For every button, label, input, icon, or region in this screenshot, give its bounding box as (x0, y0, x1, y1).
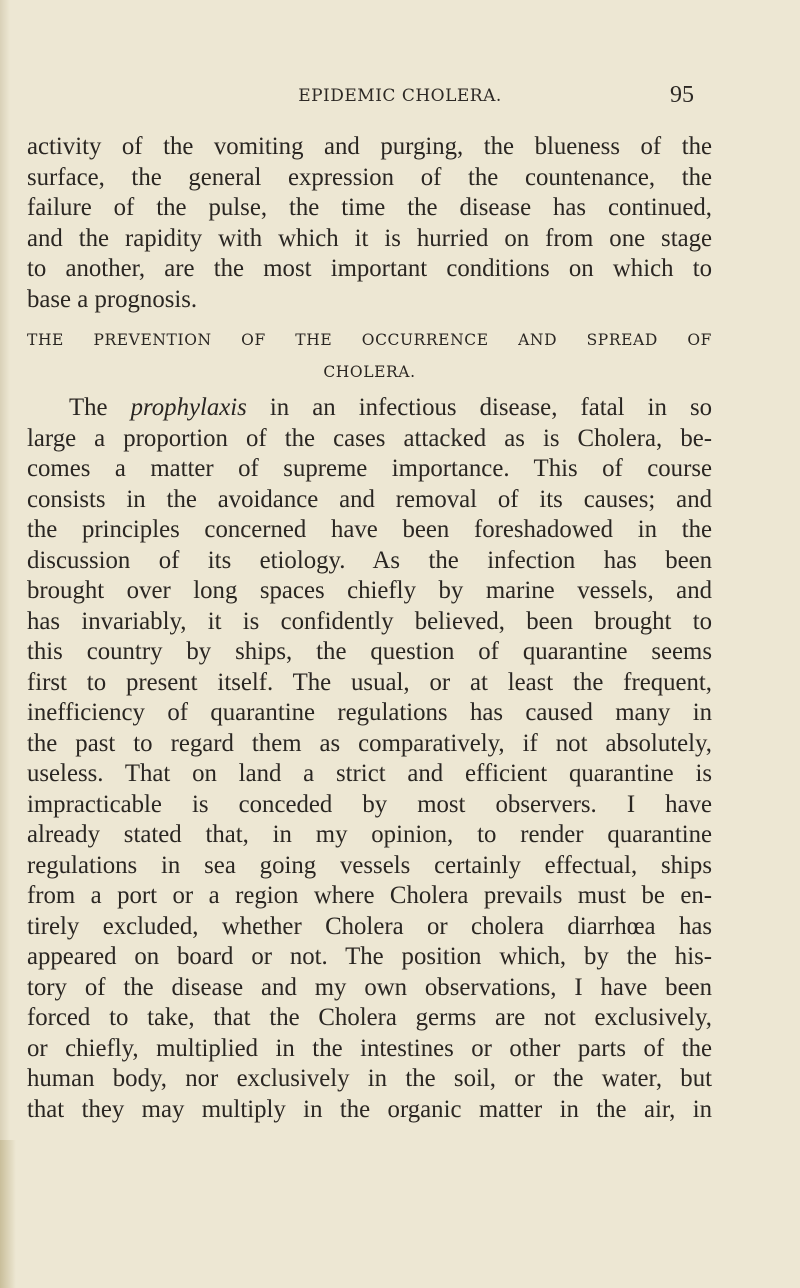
text-line: base a prognosis. (27, 285, 198, 313)
text-line: useless. That on land a strict and efficient quarantine is (27, 760, 712, 787)
text-line: surface, the general expression of the countenance, the (27, 163, 712, 191)
text-line: inefficiency of quarantine regulations has caused many in (27, 699, 712, 726)
text-line: discussion of its etiology. As the infection has been (27, 546, 712, 574)
text-line: already stated that, in my opinion, to render quarantine (27, 821, 712, 848)
text-line: consists in the avoidance and removal of its causes; and (27, 485, 712, 513)
body-text (27, 132, 712, 1125)
page-edge-stain (0, 1140, 16, 1288)
italic-term: prophylaxis (130, 394, 247, 421)
text-line: comes a matter of supreme importance. This of course (27, 455, 712, 482)
text-line-first (27, 393, 712, 424)
section-heading: THE PREVENTION OF THE OCCURRENCE AND SPREAD OF (27, 331, 712, 349)
text-line: has invariably, it is confidently believed, been brought to (27, 607, 712, 635)
text-run: The (69, 394, 131, 421)
spine-shadow (0, 0, 10, 1288)
text-line: large a proportion of the cases attacked as is Cholera, be- (27, 424, 712, 452)
text-line: human body, nor exclusively in the soil, or the water, but (27, 1065, 712, 1092)
text-line: brought over long spaces chiefly by marine vessels, and (27, 577, 712, 604)
text-line: tirely excluded, whether Cholera or cholera diarrhœa has (27, 912, 712, 940)
text-line: or chiefly, multiplied in the intestines or other parts of the (27, 1034, 712, 1062)
text-line: failure of the pulse, the time the disease has continued, (27, 194, 712, 221)
section-heading-continued: CHOLERA. (323, 363, 416, 381)
text-line: and the rapidity with which it is hurried on from one stage (27, 224, 712, 252)
text-line: the principles concerned have been foreshadowed in the (27, 516, 712, 543)
text-line: that they may multiply in the organic matter in the air, in (27, 1095, 712, 1123)
text-line: from a port or a region where Cholera prevails must be en- (27, 882, 712, 909)
text-line: tory of the disease and my own observations, I have been (27, 973, 712, 1001)
page-number: 95 (670, 82, 694, 108)
text-line: forced to take, that the Cholera germs are not exclusively, (27, 1004, 712, 1031)
text-line: impracticable is conceded by most observers. I have (27, 790, 712, 818)
text-line: first to present itself. The usual, or at least the frequent, (27, 668, 712, 696)
text-line: this country by ships, the question of quarantine seems (27, 638, 712, 665)
text-run: in an infectious disease, fatal in so (246, 394, 712, 421)
text-line: regulations in sea going vessels certainly effectual, ships (27, 851, 712, 879)
text-line: the past to regard them as comparatively, if not absolutely, (27, 729, 712, 757)
text-line: to another, are the most important conditions on which to (27, 255, 712, 282)
text-line: activity of the vomiting and purging, the blueness of the (27, 133, 712, 160)
text-line: appeared on board or not. The position which, by the his- (27, 943, 712, 970)
running-head: EPIDEMIC CHOLERA. (298, 86, 502, 106)
paragraph-2 (27, 393, 712, 1125)
paragraph-1 (27, 132, 712, 315)
